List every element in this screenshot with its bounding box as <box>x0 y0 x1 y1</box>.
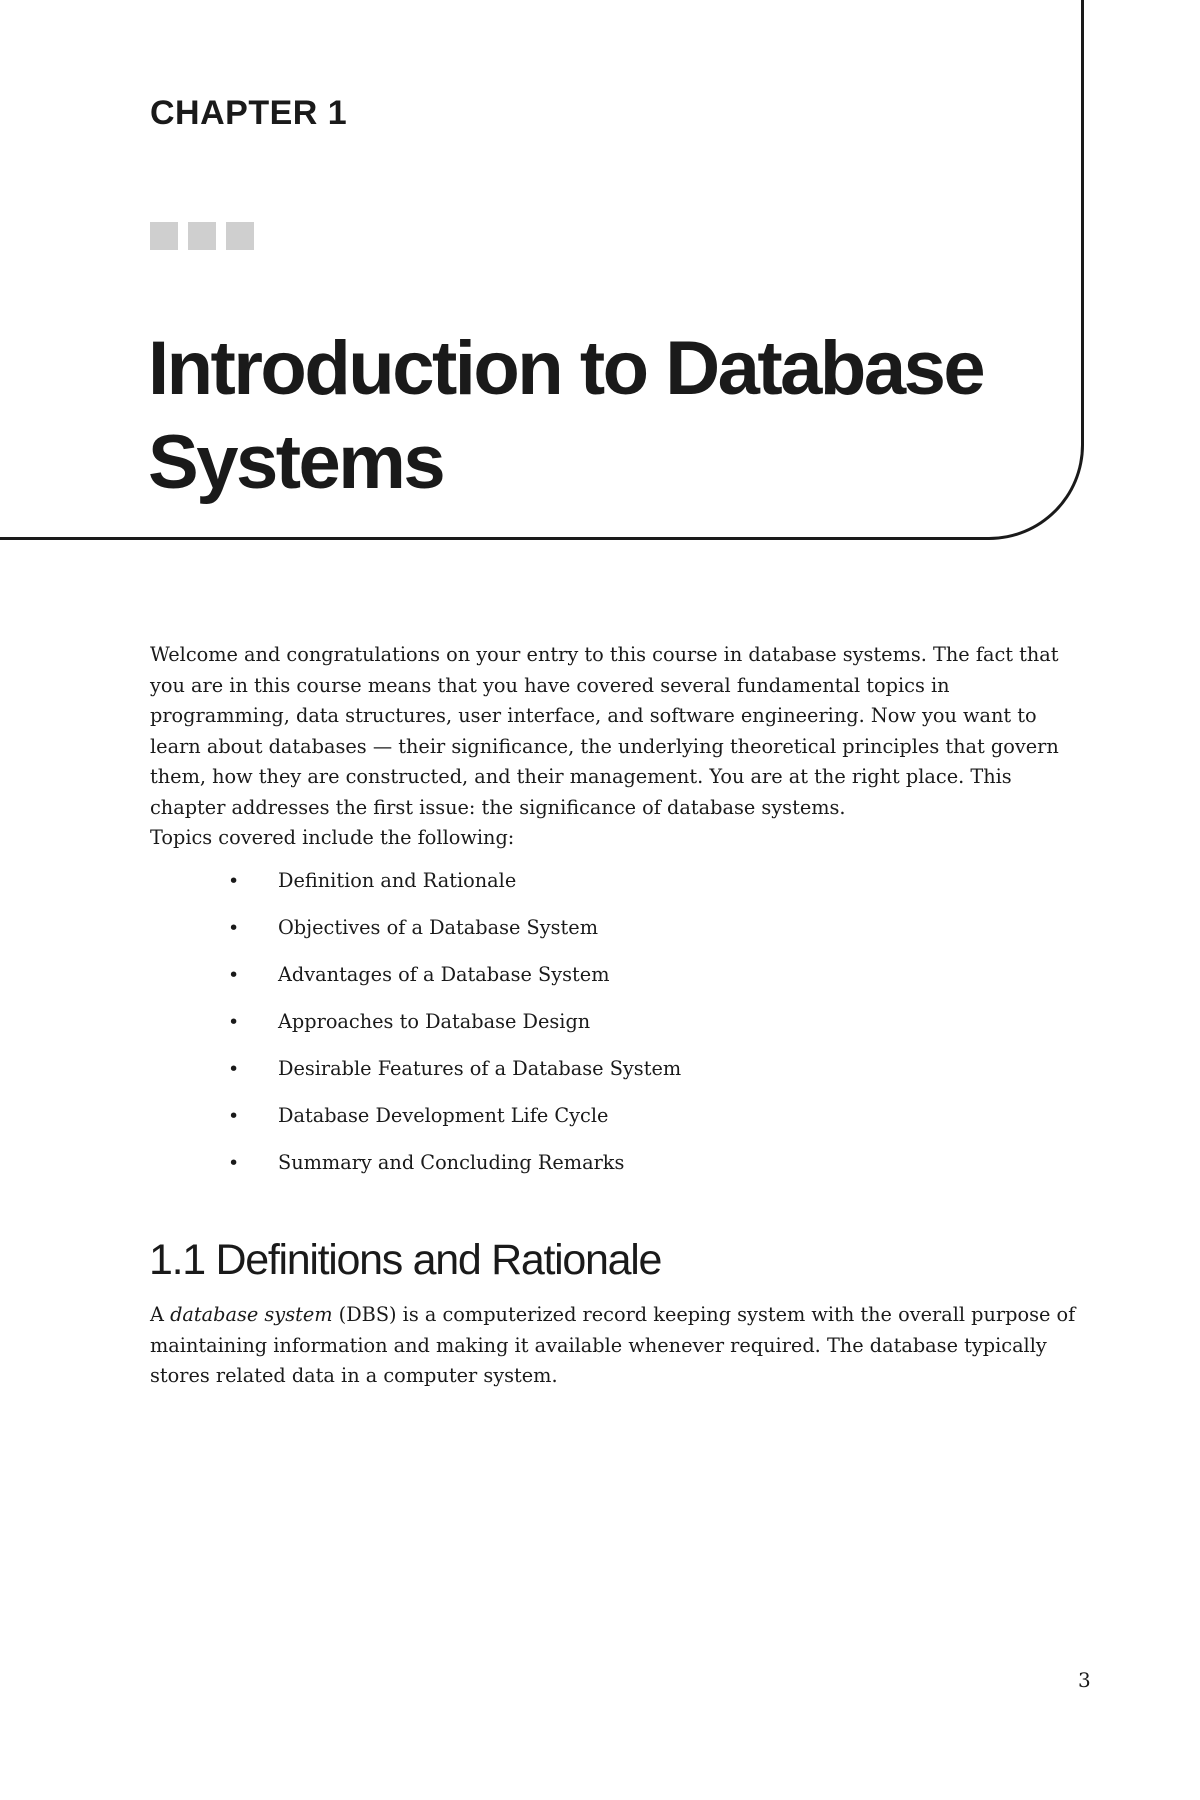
bullet-icon: • <box>228 1105 240 1127</box>
bullet-icon: • <box>228 1011 240 1033</box>
topic-list-item <box>228 1054 681 1101</box>
topic-list-item <box>228 866 681 913</box>
bullet-icon: • <box>228 870 240 892</box>
topic-list-item <box>228 1148 681 1195</box>
section-body-prefix: A <box>150 1303 171 1326</box>
bullet-icon: • <box>228 964 240 986</box>
chapter-title-line-1: Introduction to Database <box>148 326 984 411</box>
intro-section <box>150 640 1085 854</box>
section-body-text: (DBS) is a computerized record keeping system with the overall purpose of maintaining information and making it available whenever required. The database typically stores related data in a computer system. <box>150 1303 1076 1387</box>
defined-term: database system <box>170 1303 333 1326</box>
decorative-square <box>188 222 216 250</box>
chapter-title-line-2: Systems <box>148 420 444 505</box>
page-number: 3 <box>1078 1668 1091 1692</box>
section-heading: 1.1 Definitions and Rationale <box>149 1236 662 1284</box>
topic-list-item <box>228 1101 681 1148</box>
chapter-title <box>148 322 1048 510</box>
topic-label: Database Development Life Cycle <box>278 1104 609 1127</box>
topic-label: Summary and Concluding Remarks <box>278 1151 625 1174</box>
decorative-square <box>150 222 178 250</box>
topics-intro: Topics covered include the following: <box>150 826 515 849</box>
decorative-square <box>226 222 254 250</box>
topic-label: Advantages of a Database System <box>278 963 610 986</box>
topic-label: Approaches to Database Design <box>278 1010 591 1033</box>
bullet-icon: • <box>228 1152 240 1174</box>
topic-label: Definition and Rationale <box>278 869 517 892</box>
topic-list <box>228 866 681 1195</box>
topic-list-item <box>228 1007 681 1054</box>
topic-label: Desirable Features of a Database System <box>278 1057 682 1080</box>
topic-label: Objectives of a Database System <box>278 916 598 939</box>
decorative-squares <box>150 222 254 250</box>
bullet-icon: • <box>228 1058 240 1080</box>
intro-paragraph: Welcome and congratulations on your entry to this course in database systems. The fact that you are in this course means that you have covered several fundamental topics in programming, data structures, user interface, and software engineering. Now you want to learn about databases — their significance, the underlying theoretical principles that govern them, how they are constructed, and their management. You are at the right place. This chapter addresses the first issue: the significance of database systems. <box>150 643 1059 819</box>
section-body <box>150 1300 1085 1392</box>
bullet-icon: • <box>228 917 240 939</box>
topic-list-item <box>228 913 681 960</box>
chapter-label: CHAPTER 1 <box>150 94 348 132</box>
topic-list-item <box>228 960 681 1007</box>
